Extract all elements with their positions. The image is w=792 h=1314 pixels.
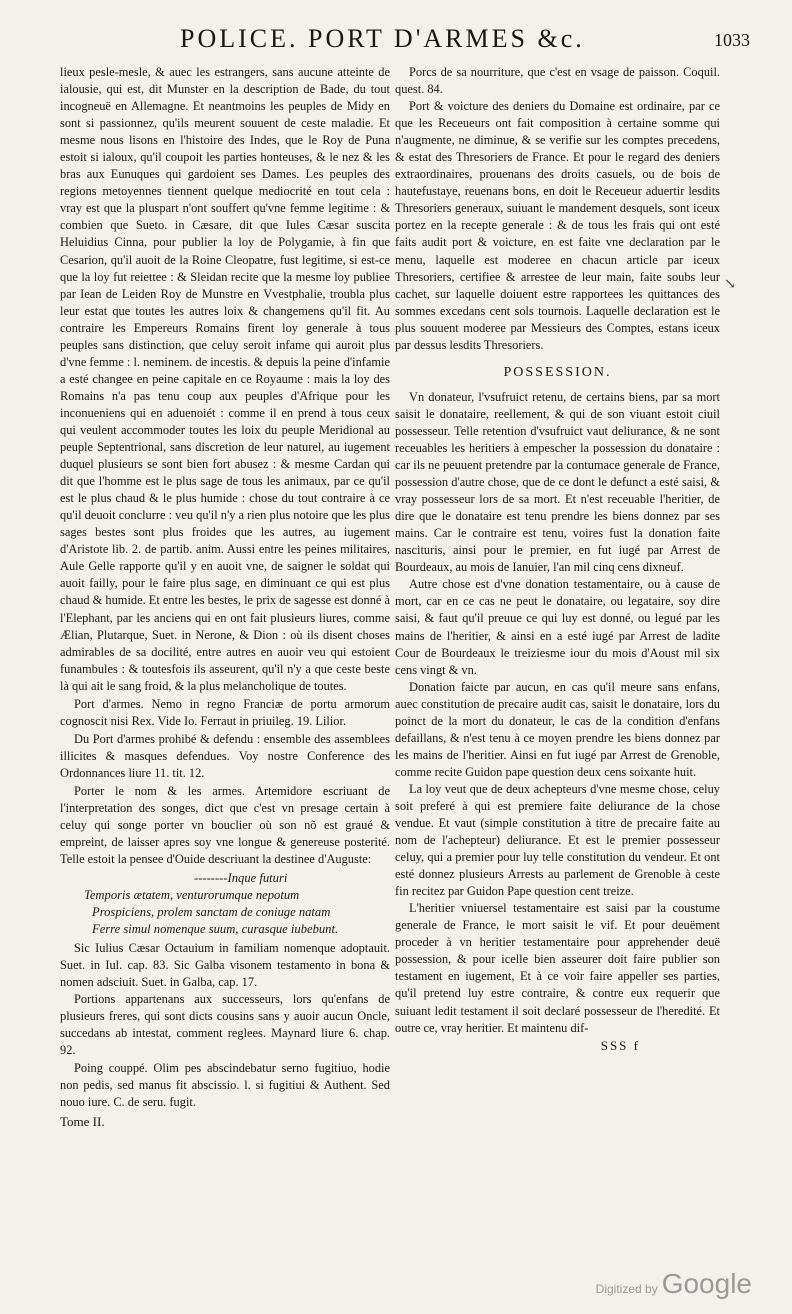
- left-paragraph-1: lieux pesle-mesle, & auec les estrangers, sans aucune atteinte de ialousie, qui est, dit Munster en la description de Bade, du tout incogneuë en Allemagne. Et neantmoins les peuples de Midy en sont si passionnez, qu'ils meurent souuent de ceste maladie. Et mesme nous lisons en l'histoire des Indes, que le Roy de Puna estoit si ialoux, qu'il coupoit les parties honteuses, & le nez & les bras aux Eunuques qui gardoient ses Dames. Les peuples des regions metoyennes tiennent quelque mediocrité en tout cela : vray est que la pluspart n'ont souffert qu'vne femme legitime : & combien que Sueto. in Cæsare, dit que Iules Cæsar suscita Heluidius Cinna, pour publier la loy de Polygamie, à fin que Cesarion, qu'il auoit de la Roine Cleopatre, fust legitime, si est-ce que la loy fut reiettee : & Sleidan recite que la mesme loy publiee par Iean de Leiden Roy de Munstre en Vvestphalie, troubla plus leur estat que toutes les autres loix & changemens qu'il fit. Au contraire les Empereurs Romains firent loy generale à tous peuples sans distinction, que celuy seroit infame qui auroit plus d'vne femme : l. neminem. de incestis. & depuis la peine d'infamie a esté changee en peine capitale en ce Royaume : mais la loy des Romains n'a pas tenu coup aux peuples d'Afrique pour les inconueniens qui en aduenoiét : comme il en prend à tous ceux qui veulent accommoder toutes les loix du peuple Meridional au peuple Septentrional, sans discretion de leur naturel, au iugement duquel plusieurs se sont bien fort abusez : & mesme Cardan qui dit que l'homme est le plus sage de tous les animaux, par ce qu'il est le plus chaud & le plus humide : chose du tout contraire à ce qu'il deuoit conclurre : veu qu'il n'y a rien plus notoire que les plus sages bestes sont plus froides que les autres, au iugement d'Aristote lib. 2. de partib. anim. Aussi entre les peines militaires, Aule Gelle rapporte qu'il y en auoit vne, de saigner le soldat qui auoit failly, pour le faire plus sage, en diminuant ce qui est plus chaud & humide. Et entre les bestes, le prix de sagesse est donné à l'Elephant, par les anciens qui en ont fait plusieurs liures, comme Ælian, Plutarque, Suet. in Nerone, & Dion : où ils disent choses admirables de sa docilité, entre autres en auoir veu qui estoient funambules : & toutesfois ils asseurent, qu'il n'y a que ceste beste là qui ait le sang froid, & la plus melancholique de toutes.: [60, 65, 390, 693]
- right-paragraph-heritier: L'heritier vniuersel testamentaire est saisi par la coustume generale de France, le mort saisit le vif. Et pour deuëment proceder à vn heritier testamentaire pour apprehender deuë possession, & pour icelle bien asseurer doit faire publier son testament en iugement, Et à ce voir faire appeller ses parties, qu'il pretend luy estre contraire, & contre eux requerir que suiuant ledit testament il soit declaré possesseur de l'heredité. Et outre ce, vray heritier. Et maintenu dif-: [395, 901, 720, 1035]
- right-column: [395, 64, 720, 1054]
- verse-line-1: --------Inque futuri: [194, 871, 288, 886]
- page-header: [60, 24, 750, 64]
- left-paragraph-port-darmes: Port d'armes. Nemo in regno Franciæ de portu armorum cognoscit nisi Rex. Vide Io. Ferraut in priuileg. 19. Lilior.: [60, 696, 390, 728]
- verse-line-3: Prospiciens, prolem sanctam de coniuge natam: [92, 905, 331, 920]
- watermark-logo-text: Google: [661, 1268, 752, 1299]
- right-paragraph-achepteurs: La loy veut que de deux achepteurs d'vne mesme chose, celuy soit preferé à qui est premiere faite deliurance de la chose vendue. Et vaut (simple constitution à titre de precaire faite au nom de l'achepteur) deliurance. Et est le premier possesseur celuy, qui a premier pour luy telle constitution du vendeur. Et ont esté donnez plusieurs Arrests au parlement de Grenoble à ceste fin recitez par Guidon Pape question cent treize.: [395, 781, 720, 899]
- left-paragraph-poing-couppe: Poing couppé. Olim pes abscindebatur serno fugitiuo, hodie non pedis, sed manus fit abscissio. l. si fugitiui & Authent. Sed nouo iure. C. de seru. fugit.: [60, 1060, 390, 1109]
- right-paragraph-donateur: Vn donateur, l'vsufruict retenu, de certains biens, par sa mort saisit le donataire, reellement, & qui de son viuant estoit ciuil possesseur. Telle retention d'vsufruict vaut deliurance, & ne sont receuables les heritiers à empescher la possession du donataire : car ils ne peuuent pretendre par la contumace generale de France, possession d'autre chose, que de ce dont le defunct a esté saisi, & vray possesseur lors de sa mort. Et n'est receuable l'heritier, de dire que le donataire est tenu prendre les biens donnez par ses mains. Car le contraire est tenu, voires fust la donation faite nascituris, ainsi pour le premier, en fut iugé par Arrest de Bourdeaux, au mois de Ianuier, l'an mil cinq cens dixneuf.: [395, 389, 720, 575]
- verse-line-2: Temporis ætatem, venturorumque nepotum: [84, 888, 300, 903]
- left-paragraph-portions: Portions appartenans aux successeurs, lors qu'enfans de plusieurs freres, qui sont dicts cousins sans y auoir aucun Oncle, succedans ab intestat, comment reglees. Maynard liure 6. chap. 92.: [60, 992, 390, 1058]
- latin-verse: [84, 870, 390, 938]
- left-paragraph-nom-armes: Porter le nom & les armes. Artemidore escriuant de l'interpretation des songes, dict que c'est vn presage certain à celuy qui songe porter vn bouclier où son nõ est graué & empreint, de laisser apres soy vne longue & genereuse posterité. Telle estoit la pensee d'Ouide descriuant la destinee d'Auguste:: [60, 783, 390, 867]
- verse-line-4: Ferre simul nomenque suum, curasque iubebunt.: [92, 922, 339, 937]
- volume-label: Tome II.: [60, 1113, 105, 1129]
- margin-mark: ↘: [724, 277, 736, 292]
- left-paragraph-adoption: Sic Iulius Cæsar Octauium in familiam nomenque adoptauit. Suet. in Iul. cap. 83. Sic Galba visonem testamento in bona & nomen adsciuit. Suet. in Galba, cap. 17.: [60, 941, 390, 990]
- right-paragraph-porcs: Porcs de sa nourriture, que c'est en vsage de paisson. Coquil. quest. 84.: [395, 65, 720, 97]
- left-paragraph-port-prohibe: Du Port d'armes prohibé & defendu : ensemble des assemblees illicites & masques defendues. Voy nostre Conference des Ordonnances liure 11. tit. 12.: [60, 731, 390, 780]
- right-paragraph-donation-testamentaire: Autre chose est d'vne donation testamentaire, ou à cause de mort, car en ce cas ne peut le donataire, ou legataire, soy dire saisi, & faut qu'il preuue ce qui luy est donné, ou legué par les mains de l'heritier, & ainsi en a esté iugé par Arrest de ladite Cour de Bourdeaux le treiziesme iour du mois d'Aoust mil six cens vingt & vn.: [395, 577, 720, 677]
- right-paragraph-donation-faicte: Donation faicte par aucun, en cas qu'il meure sans enfans, auec constitution de precaire audit cas, saisit le donataire, lors du poinct de la mort du donateur, le cas de la condition d'enfans defaillans, & n'est tenu à ce moyen prendre les biens donnez par les mains de l'heritier. Ainsi en fut iugé par Arrest de Grenoble, comme recite Guidon pape question deux cens soixante huit.: [395, 679, 720, 779]
- left-footer: [60, 1113, 390, 1130]
- page-number: 1033: [714, 30, 750, 50]
- section-title-possession: POSSESSION.: [503, 364, 612, 380]
- digitized-watermark: [596, 1268, 752, 1300]
- running-head: POLICE. PORT D'ARMES &c.: [180, 24, 585, 53]
- right-paragraph-voicture: Port & voicture des deniers du Domaine est ordinaire, par ce que les Receueurs ont fait composition à certaine somme qui n'augmente, ne diminue, & se verifie sur les comptes precedens, & estat des Thresoriers de France. Et pour le regard des deniers extraordinaires, prouenans des droits casuels, ou de bois de hautefustaye, reuenans bons, en doit le Receueur aduertir lesdits Thresoriers generaux, suiuant le mandement desquels, sont iceux portez en la recepte generale : & de tous les frais qui ont esté faits audit port & voicture, en est faite vne declaration par le menu, laquelle est moderee en chacun article par iceux Thresoriers, certifiee & arrestee de leur main, faite soubs leur cachet, sur laquelle doiuent estre rapportees les quittances des sommes excedans cent sols tournois. Laquelle declaration est le plus souuent moderee par Messieurs des Comptes, estans iceux par dessus lesdits Thresoriers.: [395, 99, 720, 352]
- signature-mark: SSS f: [600, 1037, 640, 1053]
- left-column: [60, 64, 390, 1130]
- watermark-small-text: Digitized by: [595, 1282, 658, 1296]
